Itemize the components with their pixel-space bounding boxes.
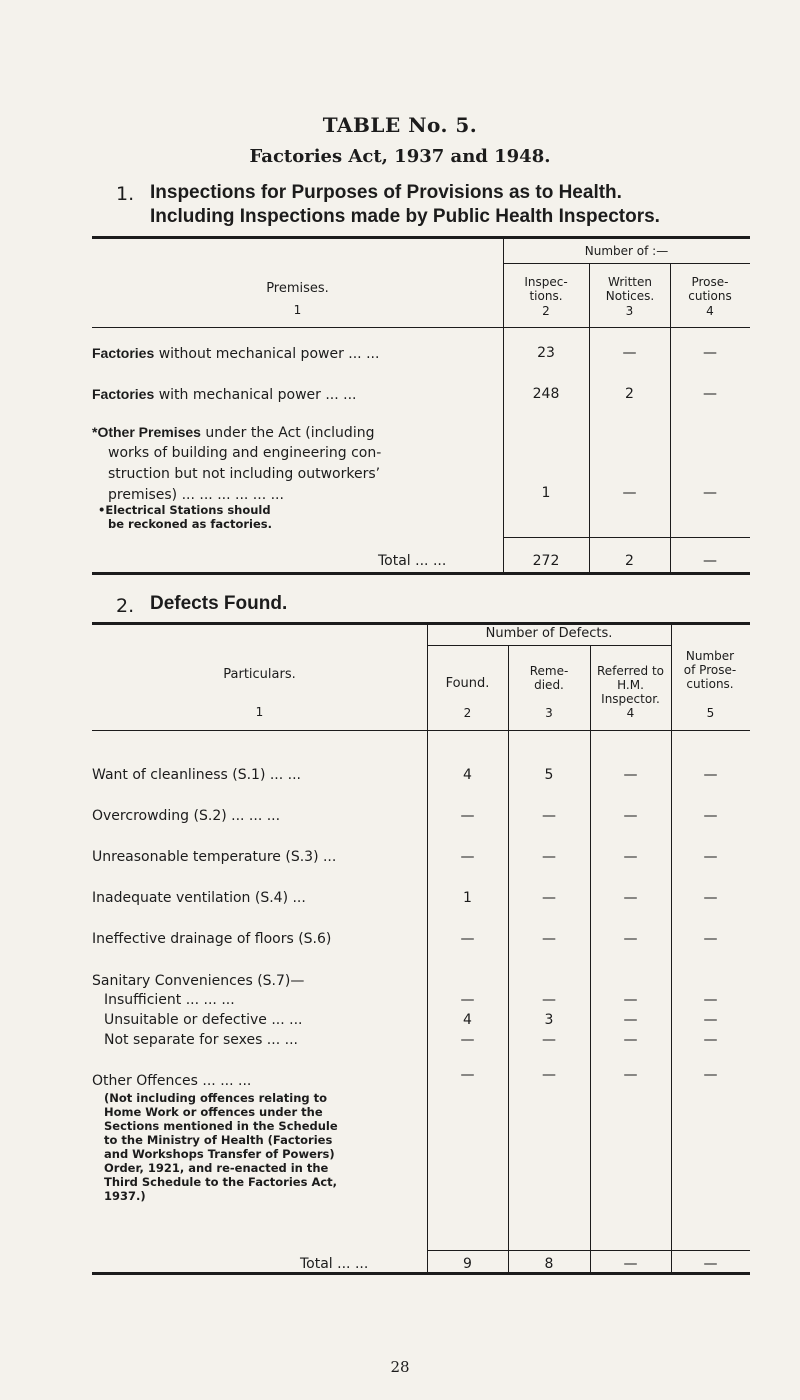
table2-total-rule [427, 1250, 750, 1251]
table1-col-inspections: Inspec- tions. [524, 275, 568, 303]
table2-col-found: Found. [445, 676, 490, 691]
table2-cell-remedied: — [542, 1032, 556, 1048]
table2-col-referred-num: 4 [626, 706, 635, 720]
table2-cell-referred: — [623, 931, 638, 947]
section2-number: 2. [116, 595, 135, 617]
table2-cell-remedied: — [542, 849, 556, 865]
electrical-note-line2: be reckoned as factories. [108, 517, 272, 531]
table2-cell-referred: — [623, 1067, 638, 1083]
table2-col-remedied: Reme- died. [529, 664, 569, 692]
other-offences-note-line: to the Ministry of Health (Factories [104, 1133, 333, 1147]
table2-row-label: Unsuitable or defective ... ... [104, 1012, 303, 1028]
table1-group-header: Number of :— [584, 244, 669, 258]
table2-group-rule [427, 645, 671, 646]
table2-row-label: Not separate for sexes ... ... [104, 1032, 298, 1048]
table1-cell-notices: 2 [625, 386, 634, 402]
table1-total-notices: 2 [625, 553, 634, 569]
table1-bottom-rule [92, 572, 750, 575]
table1-col-prosecutions-num: 4 [706, 304, 714, 318]
table2-col-found-num: 2 [463, 706, 472, 720]
table1-col-prosecutions: Prose- cutions [688, 275, 732, 303]
table2-total-referred: — [623, 1256, 638, 1272]
table2-cell-referred: — [623, 808, 638, 824]
table2-cell-remedied: — [542, 890, 556, 906]
table1-total-inspections: 272 [532, 553, 560, 569]
table2-row-label: Inadequate ventilation (S.4) ... [92, 890, 306, 906]
table2-cell-found: 4 [463, 767, 472, 783]
table2-cell-referred: — [623, 1012, 638, 1028]
other-offences-note-line: Home Work or offences under the [104, 1105, 323, 1119]
section1-heading-line2: Including Inspections made by Public Health Inspectors. [150, 206, 660, 227]
table-subtitle: Factories Act, 1937 and 1948. [249, 146, 551, 167]
section1-number: 1. [116, 183, 135, 205]
table2-cell-remedied: 3 [544, 1012, 554, 1028]
table1-cell-prosecutions: — [703, 485, 717, 501]
table2-total-label: Total ... ... [300, 1256, 369, 1272]
table2-vrule-4 [671, 625, 672, 1272]
table2-cell-found: — [460, 808, 475, 824]
other-offences-label: Other Offences ... ... ... [92, 1073, 252, 1089]
table2-cell-referred: — [623, 1032, 638, 1048]
table1-vrule-1 [503, 239, 504, 572]
table2-vrule-2 [508, 646, 509, 1272]
table1-col-inspections-num: 2 [542, 304, 550, 318]
other-premises-lead: *Other Premises [92, 424, 201, 440]
table2-cell-prosecutions: — [703, 808, 718, 824]
table1-cell-prosecutions: — [703, 386, 717, 402]
sanitary-heading: Sanitary Conveniences (S.7)— [92, 973, 305, 989]
table2-row-label: Unreasonable temperature (S.3) ... [92, 849, 337, 865]
table2-total-prosecutions: — [703, 1256, 718, 1272]
table1-total-prosecutions: — [703, 553, 717, 569]
table1-row-label [92, 343, 379, 364]
electrical-note-line1: •Electrical Stations should [98, 503, 271, 517]
table2-cell-found: — [460, 1032, 475, 1048]
table1-group-rule [503, 263, 750, 264]
table2-col-referred: Referred to H.M. Inspector. [596, 664, 665, 706]
table2-cell-prosecutions: — [703, 931, 718, 947]
section1-heading-line1: Inspections for Purposes of Provisions as to Health. [150, 182, 622, 203]
table2-group-header: Number of Defects. [485, 626, 613, 641]
table2-total-found: 9 [463, 1256, 472, 1272]
table2-cell-referred: — [623, 992, 638, 1008]
table2-cell-found: 1 [463, 890, 472, 906]
other-offences-note-line: Sections mentioned in the Schedule [104, 1119, 338, 1133]
table2-vrule-1 [427, 625, 428, 1272]
table2-col-remedied-num: 3 [545, 706, 553, 720]
table2-col-particulars-num: 1 [255, 705, 264, 719]
table2-col-prosecutions-num: 5 [706, 706, 715, 720]
row-lead-word: Factories [92, 345, 155, 361]
table2-row-label: Insufficient ... ... ... [104, 992, 235, 1008]
table2-cell-remedied: — [542, 931, 556, 947]
other-offences-note-line: Third Schedule to the Factories Act, [104, 1175, 338, 1189]
table2-total-remedied: 8 [544, 1256, 554, 1272]
other-offences-note-line: 1937.) [104, 1189, 146, 1203]
table2-vrule-3 [590, 646, 591, 1272]
row-label-rest: without mechanical power ... ... [154, 346, 380, 362]
table2-cell-prosecutions: — [703, 992, 718, 1008]
table2-cell-referred: — [623, 849, 638, 865]
table1-col-premises: Premises. [266, 281, 329, 296]
other-premises-line3: struction but not including outworkers’ [108, 466, 381, 482]
table2-cell-referred: — [623, 890, 638, 906]
other-premises-line4: premises) ... ... ... ... ... ... [108, 487, 284, 503]
other-offences-note-line: Order, 1921, and re-enacted in the [104, 1161, 329, 1175]
table1-cell-notices: — [622, 485, 637, 501]
table1-col-notices-num: 3 [625, 304, 634, 318]
table1-cell-prosecutions: — [703, 345, 717, 361]
table2-cell-prosecutions: — [703, 767, 718, 783]
table1-total-rule [503, 537, 750, 538]
table2-cell-remedied: — [542, 808, 556, 824]
table2-cell-found: — [460, 992, 475, 1008]
table1-total-label: Total ... ... [378, 553, 447, 569]
other-premises-line1 [92, 422, 374, 443]
other-premises-text: under the Act (including [200, 425, 375, 441]
table2-col-particulars: Particulars. [223, 667, 296, 682]
section2-heading: Defects Found. [150, 593, 288, 614]
table2-row-label: Want of cleanliness (S.1) ... ... [92, 767, 302, 783]
table1-top-rule [92, 236, 750, 239]
table2-cell-found: — [460, 849, 475, 865]
table2-cell-prosecutions: — [703, 849, 718, 865]
table2-header-rule [92, 730, 750, 731]
table2-cell-remedied: — [542, 992, 556, 1008]
row-label-rest: with mechanical power ... ... [154, 387, 357, 403]
table-title: TABLE No. 5. [322, 113, 478, 137]
table2-row-label: Ineffective drainage of floors (S.6) [92, 931, 332, 947]
table1-cell-notices: — [622, 345, 637, 361]
other-premises-line2: works of building and engineering con- [108, 445, 382, 461]
table1-row-label [92, 384, 357, 405]
table1-col-notices: Written Notices. [605, 275, 655, 303]
table2-cell-prosecutions: — [703, 1067, 718, 1083]
other-offences-note-line: (Not including offences relating to [104, 1091, 328, 1105]
table2-row-label: Overcrowding (S.2) ... ... ... [92, 808, 281, 824]
table2-cell-found: — [460, 931, 475, 947]
table2-cell-remedied: — [542, 1067, 556, 1083]
table2-cell-found: 4 [463, 1012, 472, 1028]
table2-cell-prosecutions: — [703, 1012, 718, 1028]
page-number: 28 [390, 1358, 410, 1376]
table1-cell-inspections: 1 [541, 485, 551, 501]
table1-cell-inspections: 23 [537, 345, 555, 361]
other-offences-note-line: and Workshops Transfer of Powers) [104, 1147, 335, 1161]
table2-cell-referred: — [623, 767, 638, 783]
table2-top-rule [92, 622, 750, 625]
table2-cell-found: — [460, 1067, 475, 1083]
table2-bottom-rule [92, 1272, 750, 1275]
table2-cell-remedied: 5 [544, 767, 554, 783]
table2-col-prosecutions: Number of Prose- cutions. [683, 649, 737, 691]
row-lead-word: Factories [92, 386, 155, 402]
table2-cell-prosecutions: — [703, 890, 718, 906]
table2-cell-prosecutions: — [703, 1032, 718, 1048]
table1-col-premises-num: 1 [293, 303, 302, 317]
table1-header-rule [92, 327, 750, 328]
table1-cell-inspections: 248 [532, 386, 560, 402]
